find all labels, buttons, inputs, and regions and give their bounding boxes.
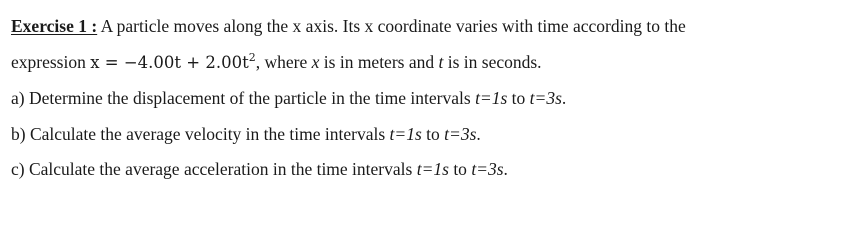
question-b-interval-end: t=3s [444,124,477,144]
position-equation-exponent: 2 [248,51,256,64]
expression-tail: is in seconds. [443,52,542,72]
question-b-text: b) Calculate the average velocity in the time intervals [11,124,390,144]
exercise-expression-line [11,51,542,74]
question-c-suffix: . [503,159,508,179]
question-b-to: to [421,124,445,144]
question-c-to: to [448,159,472,179]
question-c-interval-end: t=3s [471,159,504,179]
variable-t: t [438,52,444,72]
variable-x: x [311,52,320,72]
question-c-text: c) Calculate the average acceleration in the time intervals [11,159,417,179]
question-c [11,158,508,180]
question-b [11,123,481,145]
question-a-suffix: . [561,88,567,108]
question-a-text: a) Determine the displacement of the particle in the time intervals [11,88,476,108]
question-a-to: to [507,88,530,108]
question-b-interval-start: t=1s [389,124,422,144]
question-a-interval-end: t=3s [529,88,562,108]
question-b-suffix: . [476,124,481,144]
exercise-intro-line [11,15,686,37]
expression-mid2: is in meters and [319,52,439,72]
expression-lead: expression [11,52,91,72]
exercise-intro-text: A particle moves along the x axis. Its x coordinate varies with time according to the [97,16,686,36]
exercise-label: Exercise 1 : [11,16,98,36]
question-c-interval-start: t=1s [416,159,449,179]
question-a-interval-start: t=1s [475,88,508,108]
question-a [11,87,566,109]
position-equation-body: x = −4.00t + 2.00t [90,53,249,72]
expression-mid: , where [255,52,312,72]
position-equation [90,53,256,72]
